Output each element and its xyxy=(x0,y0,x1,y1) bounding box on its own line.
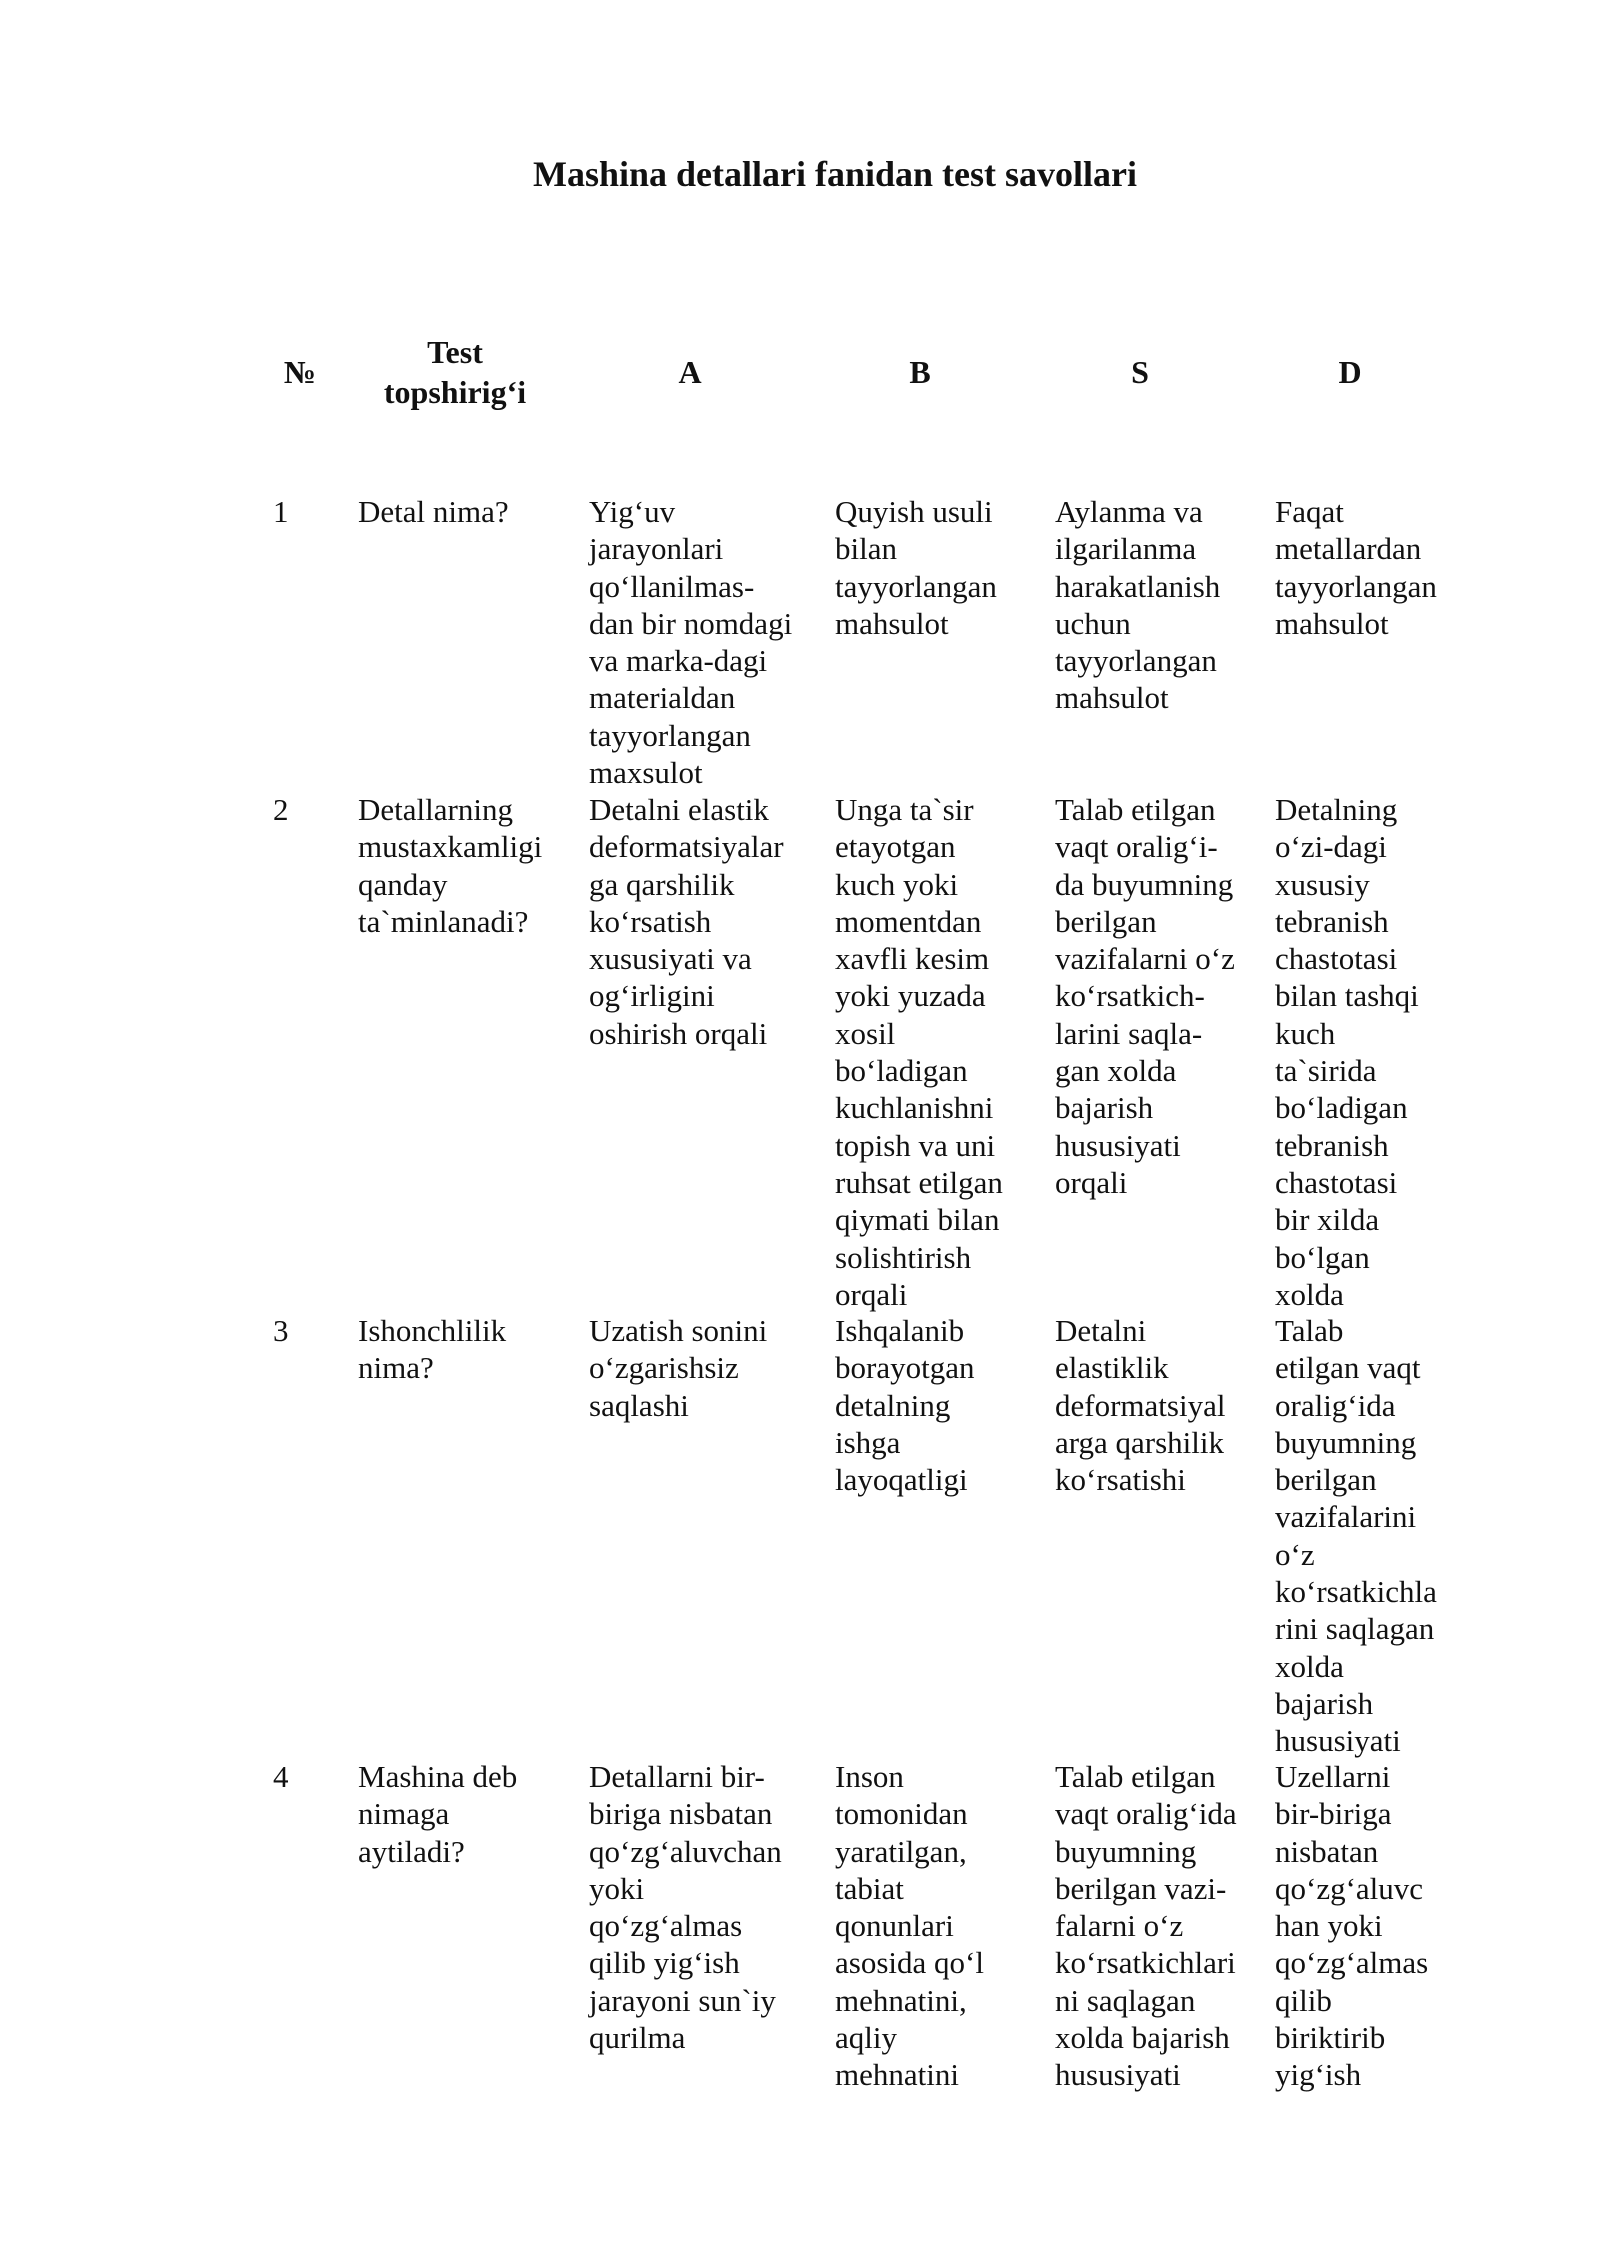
header-s: S xyxy=(1131,354,1149,390)
header-task: Test topshirig‘i xyxy=(383,334,527,410)
answer-a-cell: Yig‘uv jarayonlari qo‘llanilmas- dan bir nomdagi va marka-dagi materialdan tayyorlangan maxsulot xyxy=(589,494,793,791)
row-number: 1 xyxy=(273,494,289,529)
header-number: № xyxy=(283,354,317,390)
answer-a-cell: Uzatish sonini o‘zgarishsiz saqlashi xyxy=(589,1313,768,1423)
answer-b-cell: Unga ta`sir etayotgan kuch yoki momentdan xavfli kesim yoki yuzada xosil bo‘ladigan kuchlanishni topish va uni ruhsat etilgan qiymati bilan solishtirish orqali xyxy=(835,792,1003,1312)
answer-b-cell: Inson tomonidan yaratilgan, tabiat qonunlari asosida qo‘l mehnatini, aqliy mehnatini xyxy=(835,1759,984,2093)
row-number: 2 xyxy=(273,792,289,827)
answer-b-cell: Ishqalanib borayotgan detalning ishga layoqatligi xyxy=(835,1313,975,1498)
answer-s-cell: Aylanma va ilgarilanma harakatlanish uchun tayyorlangan mahsulot xyxy=(1055,494,1221,716)
header-d: D xyxy=(1338,354,1362,390)
answer-d-cell: Detalning o‘zi-dagi xususiy tebranish chastotasi bilan tashqi kuch ta`sirida bo‘ladigan tebranish chastotasi bir xilda bo‘lgan xolda xyxy=(1275,792,1419,1312)
answer-d-cell: Faqat metallardan tayyorlangan mahsulot xyxy=(1275,494,1437,641)
answer-s-cell: Talab etilgan vaqt oralig‘i- da buyumning berilgan vazifalarni o‘z ko‘rsatkich- larini saqla- gan xolda bajarish hususiyati orqali xyxy=(1055,792,1235,1200)
answer-s-cell: Talab etilgan vaqt oralig‘ida buyumning berilgan vazi- falarni o‘z ko‘rsatkichlari ni saqlagan xolda bajarish hususiyati xyxy=(1055,1759,1237,2093)
answer-d-cell: Uzellarni bir-biriga nisbatan qo‘zg‘aluvc han yoki qo‘zg‘almas qilib biriktirib yig‘ish xyxy=(1275,1759,1429,2093)
question-cell: Detal nima? xyxy=(358,494,509,529)
header-b: B xyxy=(909,354,931,390)
question-cell: Ishonchlilik nima? xyxy=(358,1313,507,1386)
answer-s-cell: Detalni elastiklik deformatsiyal arga qarshilik ko‘rsatishi xyxy=(1055,1313,1226,1498)
page-title: Mashina detallari fanidan test savollari xyxy=(532,154,1138,194)
question-cell: Detallarning mustaxkamligi qanday ta`minlanadi? xyxy=(358,792,543,939)
question-cell: Mashina deb nimaga aytiladi? xyxy=(358,1759,518,1869)
header-a: A xyxy=(678,354,702,390)
row-number: 3 xyxy=(273,1313,289,1348)
answer-d-cell: Talab etilgan vaqt oralig‘ida buyumning berilgan vazifalarini o‘z ko‘rsatkichla rini saqlagan xolda bajarish hususiyati xyxy=(1275,1313,1437,1759)
answer-a-cell: Detalni elastik deformatsiyalar ga qarshilik ko‘rsatish xususiyati va og‘irligini oshirish orqali xyxy=(589,792,784,1051)
answer-a-cell: Detallarni bir- biriga nisbatan qo‘zg‘aluvchan yoki qo‘zg‘almas qilib yig‘ish jarayoni sun`iy qurilma xyxy=(589,1759,782,2056)
row-number: 4 xyxy=(273,1759,289,1794)
answer-b-cell: Quyish usuli bilan tayyorlangan mahsulot xyxy=(835,494,997,641)
